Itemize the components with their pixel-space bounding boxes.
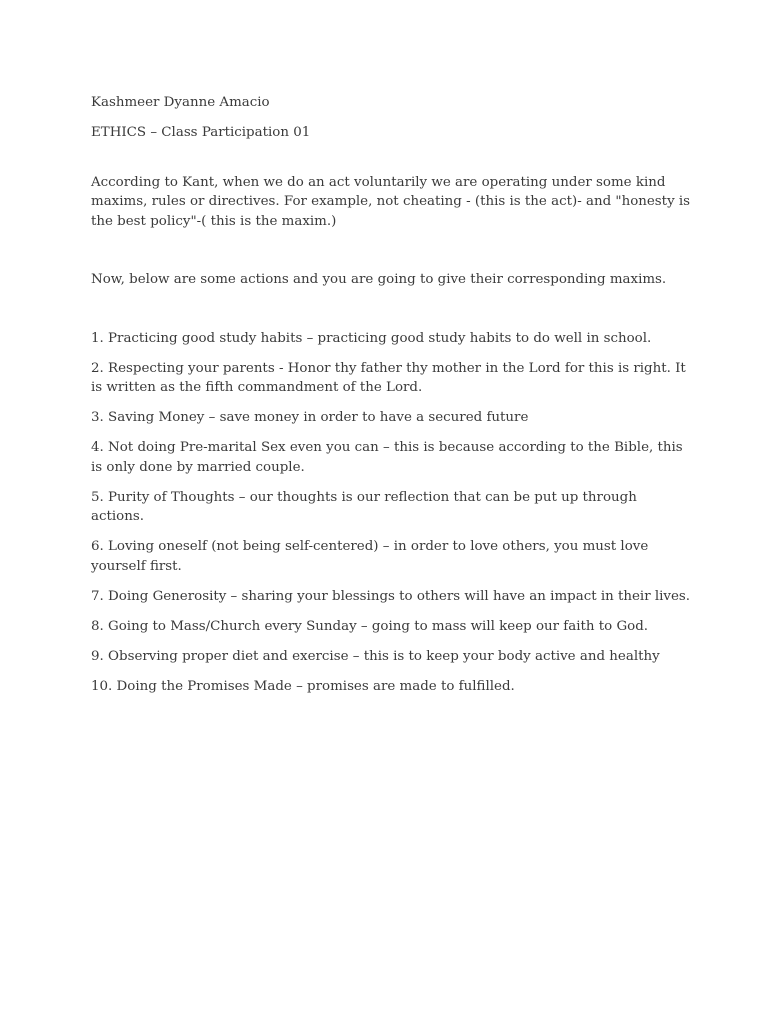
document-page: [91, 93, 691, 707]
intro-paragraph: According to Kant, when we do an act voluntarily we are operating under some kind maxims, rules or directives. For example, not cheating - (this is the act)- and "honesty is the best policy"-( this is the maxim.): [91, 174, 691, 229]
list-item: 9. Observing proper diet and exercise – this is to keep your body active and healthy: [91, 648, 660, 664]
list-item: 2. Respecting your parents - Honor thy father thy mother in the Lord for this is right. It is written as the fifth commandment of the Lord.: [91, 360, 686, 395]
author-name: Kashmeer Dyanne Amacio: [91, 95, 270, 110]
list-item: 7. Doing Generosity – sharing your blessings to others will have an impact in their lives.: [91, 588, 691, 604]
list-item: 6. Loving oneself (not being self-centered) – in order to love others, you must love yourself first.: [91, 539, 649, 574]
list-item: 3. Saving Money – save money in order to have a secured future: [91, 410, 529, 425]
course-title: ETHICS – Class Participation 01: [91, 125, 311, 140]
instruction-paragraph: Now, below are some actions and you are going to give their corresponding maxims.: [91, 272, 667, 287]
list-item: 8. Going to Mass/Church every Sunday – going to mass will keep our faith to God.: [91, 618, 649, 634]
list-item: 10. Doing the Promises Made – promises are made to fulfilled.: [91, 678, 515, 694]
list-item: 4. Not doing Pre-marital Sex even you can – this is because according to the Bible, this is only done by married couple.: [91, 440, 683, 475]
list-item: 1. Practicing good study habits – practicing good study habits to do well in school.: [91, 330, 652, 346]
maxims-list: [91, 329, 691, 697]
list-item: 5. Purity of Thoughts – our thoughts is our reflection that can be put up through actions.: [91, 489, 637, 524]
